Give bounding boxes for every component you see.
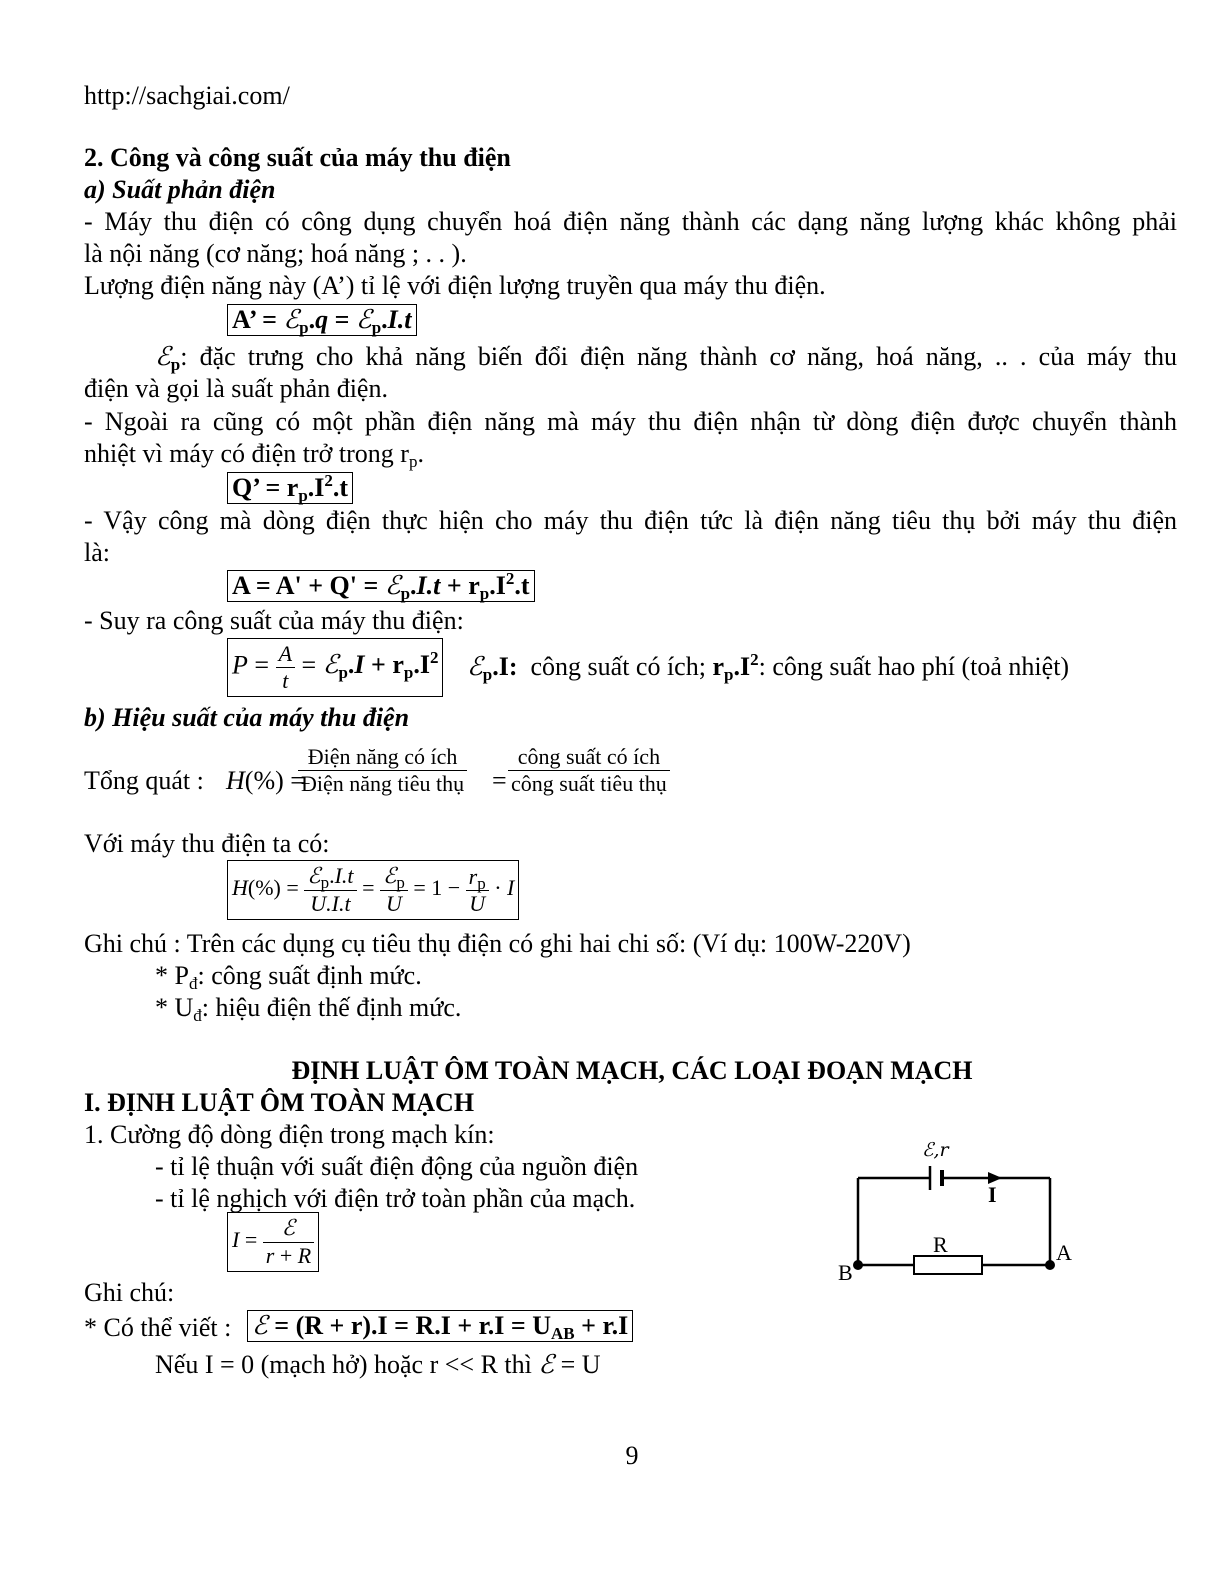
formula-ohm: I = $\frac{\text{ℰ}}{r + R}$ bbox=[227, 1212, 319, 1272]
fraction-power: công suất có ích công suất tiêu thụ bbox=[508, 744, 670, 797]
bullet-line: - tỉ lệ nghịch với điện trở toàn phần của mạch. bbox=[155, 1184, 636, 1213]
formula-total-work: A = A' + Q' = ℰ$_p$.I.t + $r_p.I^2.t$ bbox=[227, 570, 535, 602]
node-a-dot bbox=[1045, 1260, 1055, 1270]
current-label: I bbox=[988, 1182, 997, 1207]
fraction-energy: Điện năng có ích Điện năng tiêu thụ bbox=[298, 744, 467, 797]
source-url: http://sachgiai.com/ bbox=[84, 81, 290, 110]
if-line: Nếu I = 0 (mạch hở) hoặc r << R thì ℰ = U bbox=[155, 1350, 601, 1380]
paragraph-line: là: bbox=[84, 538, 110, 567]
bullet-line: - tỉ lệ thuận với suất điện động của nguồn điện bbox=[155, 1152, 639, 1181]
paragraph-line: - Máy thu điện có công dụng chuyển hoá điện năng thành các dạng năng lượng khác không phải bbox=[84, 207, 1177, 236]
page-number: 9 bbox=[625, 1441, 639, 1470]
paragraph-line: Lượng điện năng này (A’) tỉ lệ với điện lượng truyền qua máy thu điện. bbox=[84, 271, 826, 300]
subsection-a-title: a) Suất phản điện bbox=[84, 175, 276, 204]
note-rated-power: * $P_đ$: công suất định mức. bbox=[155, 961, 422, 993]
formula-work-receiver: A’ = ℰ$_p$.q = ℰ$_p$.I.t bbox=[227, 304, 417, 336]
can-write-label: * Có thể viết : bbox=[84, 1313, 232, 1342]
power-note: ℰ$_p$.I: công suất có ích; $r_p.I^2$: công suất hao phí (toả nhiệt) bbox=[467, 650, 1070, 684]
paragraph-line: nhiệt vì máy có điện trở trong $r_p$. bbox=[84, 439, 424, 471]
equals-sign: = bbox=[492, 766, 507, 795]
formula-efficiency-receiver: H(%) = $\frac{ℰ_p.I.t}{U.I.t}$ = $\frac{ℰ_p}{U}$ = 1 − $\frac{r_p}{U}$ · I bbox=[227, 860, 519, 920]
section-title: 2. Công và công suất của máy thu điện bbox=[84, 143, 511, 172]
formula-emf-expansion: ℰ = $(R + r).I = R.I + r.I = U_{AB} + r.I$ bbox=[247, 1310, 633, 1342]
section-i-title: I. ĐỊNH LUẬT ÔM TOÀN MẠCH bbox=[84, 1088, 475, 1117]
node-b-dot bbox=[853, 1260, 863, 1270]
paragraph-line: là nội năng (cơ năng; hoá năng ; . . ). bbox=[84, 239, 467, 268]
resistor-label: R bbox=[933, 1232, 948, 1257]
paragraph-line: ℰ$_p$: đặc trưng cho khả năng biến đổi điện năng thành cơ năng, hoá năng, .. . của máy thu bbox=[155, 342, 1177, 374]
note-title: Ghi chú: bbox=[84, 1278, 175, 1307]
paragraph-line: - Ngoài ra cũng có một phần điện năng mà máy thu điện nhận từ dòng điện được chuyển thành bbox=[84, 407, 1177, 436]
efficiency-symbol: H(%) = bbox=[226, 766, 305, 795]
resistor bbox=[914, 1256, 982, 1274]
paragraph-line: Với máy thu điện ta có: bbox=[84, 829, 330, 858]
source-label: ℰ,r bbox=[922, 1139, 949, 1161]
formula-heat: Q’ = $r_p.I^2.t$ bbox=[227, 472, 353, 504]
note-rated-voltage: * $U_đ$: hiệu điện thế định mức. bbox=[155, 993, 462, 1025]
formula-power: P = $\frac{A}{t}$ = ℰ$_p$.I + $r_p.I^2$ bbox=[227, 638, 443, 697]
item-1: 1. Cường độ dòng điện trong mạch kín: bbox=[84, 1120, 495, 1149]
paragraph-line: điện và gọi là suất phản điện. bbox=[84, 374, 388, 403]
chapter-title: ĐỊNH LUẬT ÔM TOÀN MẠCH, CÁC LOẠI ĐOẠN MẠCH bbox=[291, 1056, 973, 1085]
circuit-diagram bbox=[830, 1130, 1090, 1290]
general-label: Tổng quát : bbox=[84, 766, 204, 795]
subsection-b-title: b) Hiệu suất của máy thu điện bbox=[84, 703, 410, 732]
paragraph-line: - Vậy công mà dòng điện thực hiện cho máy thu điện tức là điện năng tiêu thụ bởi máy thu điện bbox=[84, 506, 1177, 535]
node-a-label: A bbox=[1056, 1240, 1072, 1265]
paragraph-line: - Suy ra công suất của máy thu điện: bbox=[84, 606, 464, 635]
node-b-label: B bbox=[838, 1260, 853, 1285]
note-line: Ghi chú : Trên các dụng cụ tiêu thụ điện có ghi hai chi số: (Ví dụ: 100W-220V) bbox=[84, 929, 911, 958]
